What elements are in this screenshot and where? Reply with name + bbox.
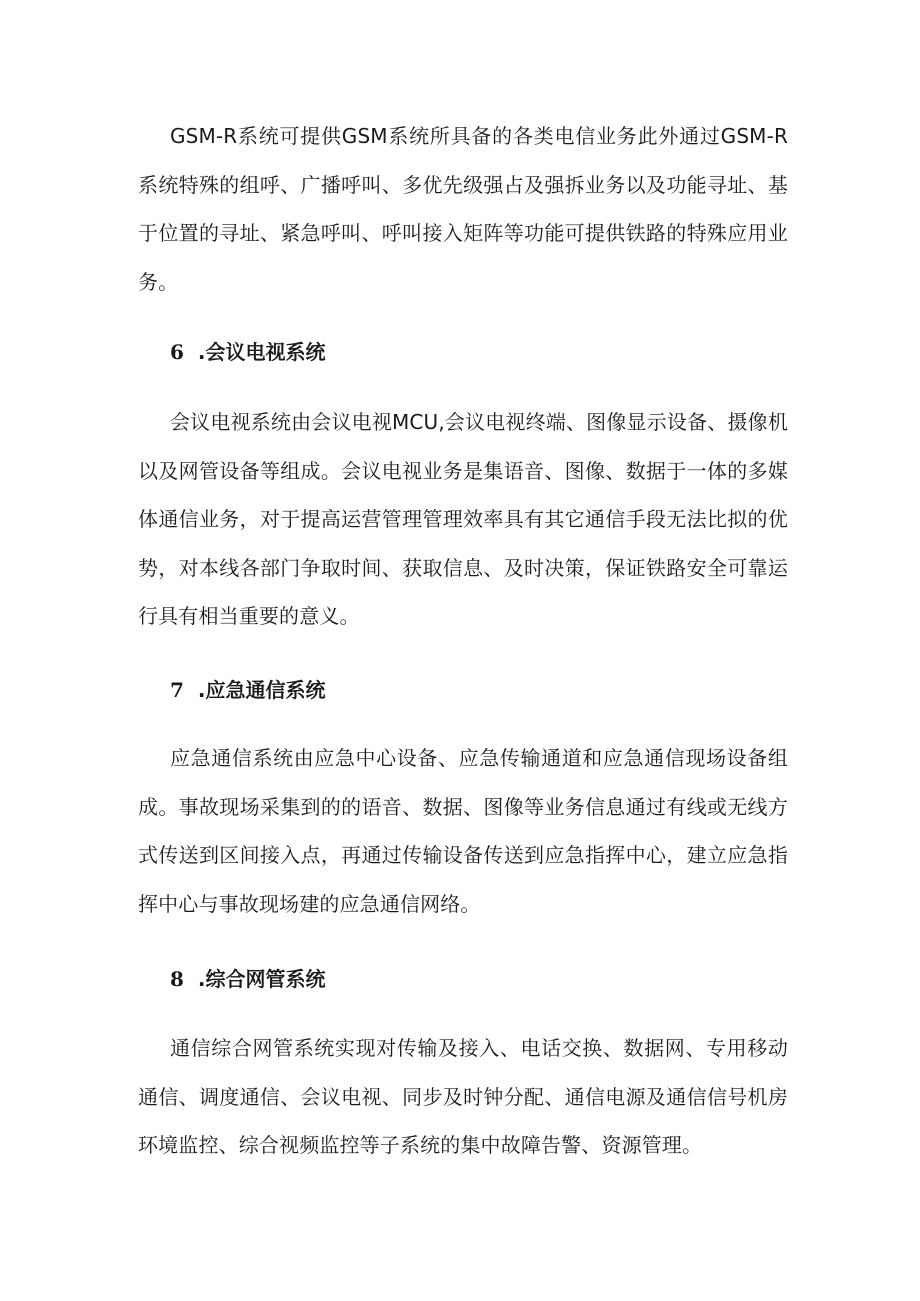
section-number: 8 [170, 967, 184, 991]
section-heading-6 [170, 338, 326, 366]
section-title: .应急通信系统 [197, 678, 326, 702]
section-title: .综合网管系统 [197, 967, 326, 991]
section-number: 7 [170, 678, 184, 702]
section-number: 6 [170, 340, 184, 364]
section-heading-8 [170, 965, 326, 993]
section-heading-7 [170, 676, 326, 704]
section-title: .会议电视系统 [197, 340, 326, 364]
body-paragraph-video-conference: 会议电视系统由会议电视MCU,会议电视终端、图像显示设备、摄像机以及网管设备等组成。会议电视业务是集语音、图像、数据于一体的多媒体通信业务，对于提高运营管理管理效率具有其它通信手段无法比拟的优势，对本线各部门争取时间、获取信息、及时决策，保证铁路安全可靠运行具有相当重要的意义。 [138, 410, 788, 629]
body-paragraph-network-management: 通信综合网管系统实现对传输及接入、电话交换、数据网、专用移动通信、调度通信、会议电视、同步及时钟分配、通信电源及通信信号机房环境监控、综合视频监控等子系统的集中故障告警、资源管理。 [138, 1036, 788, 1158]
body-paragraph-gsmr: GSM-R系统可提供GSM系统所具备的各类电信业务此外通过GSM-R系统特殊的组呼、广播呼叫、多优先级强占及强拆业务以及功能寻址、基于位置的寻址、紧急呼叫、呼叫接入矩阵等功能可提供铁路的特殊应用业务。 [138, 124, 788, 294]
body-paragraph-emergency-comm: 应急通信系统由应急中心设备、应急传输通道和应急通信现场设备组成。事故现场采集到的的语音、数据、图像等业务信息通过有线或无线方式传送到区间接入点，再通过传输设备传送到应急指挥中心，建立应急指挥中心与事故现场建的应急通信网络。 [138, 746, 788, 916]
